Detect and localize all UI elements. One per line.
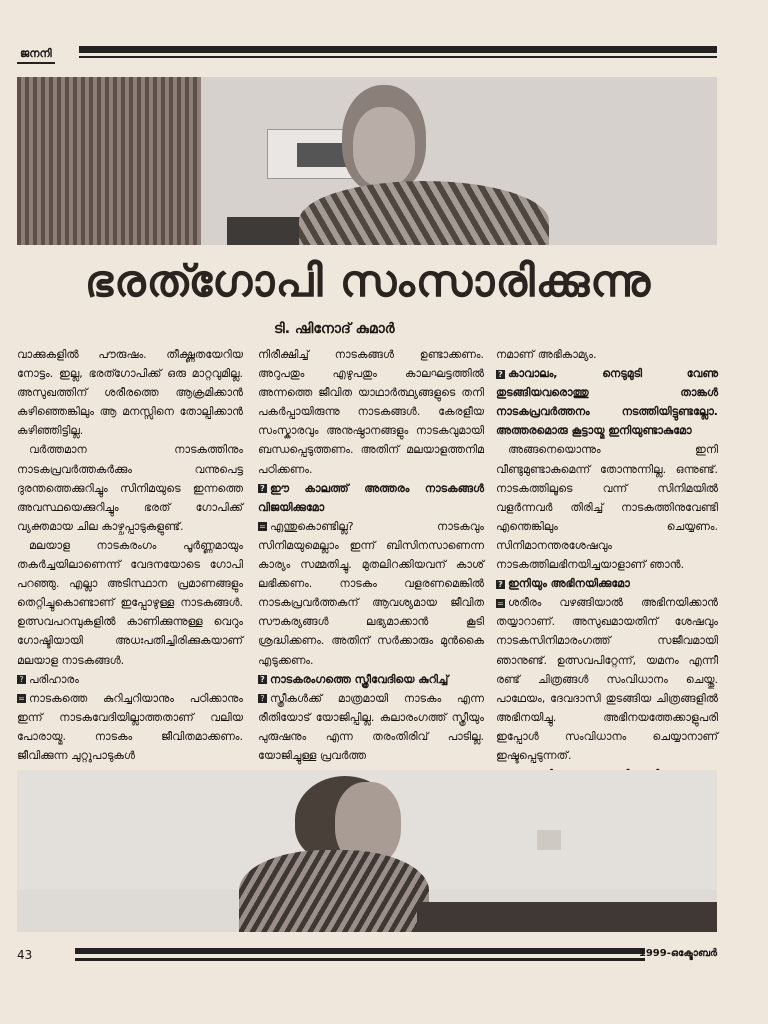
column-3 <box>496 345 718 784</box>
curtain <box>17 77 201 245</box>
desk <box>417 902 717 932</box>
rule-thick <box>79 46 717 53</box>
question-mark-icon: ? <box>496 370 505 379</box>
issue-date: 1999-ഒക്ടോബർ <box>638 948 717 959</box>
question-mark-icon: ? <box>17 675 26 684</box>
question-mark-icon: ? <box>258 484 267 493</box>
paragraph: മലയാള നാടകരംഗം പൂർണ്ണമായും തകർച്ചയിലാണെന്ന് വേദനയോടെ ഗോപി പറഞ്ഞു. എല്ലാ അടിസ്ഥാന പ്രമാണങ്ങളും തെറ്റിച്ചുകൊണ്ടാണ് ഇപ്പോഴുള്ള നാടകങ്ങൾ. ഉത്സവപറമ്പുകളിൽ കാണിക്കുന്നുള്ള വെറും ഗോഷ്ടിയായി അധഃപതിച്ചിരിക്കുകയാണ് മലയാള നാടകങ്ങൾ. <box>17 538 243 667</box>
magazine-logo: ജനനി <box>17 46 55 64</box>
paragraph: നമാണ് അഭികാമ്യം. <box>496 348 597 361</box>
portrait-shirt <box>239 850 429 932</box>
answer-mark-icon: = <box>18 694 25 704</box>
photo-top <box>17 77 717 245</box>
answer-mark-icon: = <box>497 598 504 608</box>
question: ? നാടകരംഗത്തെ സ്ത്രീവേദിയെ കുറിച്ച് <box>258 670 484 689</box>
question-mark-icon: ? <box>496 580 505 589</box>
rule-thick <box>75 948 645 954</box>
portrait-shirt <box>299 181 549 245</box>
paragraph: നിരീക്ഷിച്ച് നാടകങ്ങൾ ഉണ്ടാക്കണം. അറുപതും എഴുപതും കാലഘട്ടത്തിൽ അന്നത്തെ ജീവിത യാഥാർത്ഥ്യങ്ങളുടെ തനി പകർപ്പായിരുന്നു നാടകങ്ങൾ. കേരളീയ സംസ്കാരവും അനുഷ്ഠാനങ്ങളും നാടകവുമായി ബന്ധപ്പെടുത്തണം. അതിന് മലയാളത്തനിമ പഠിക്കണം. <box>258 348 484 476</box>
rule-thin <box>75 958 645 961</box>
footer-bar <box>17 946 717 966</box>
question-mark-icon: ? <box>258 675 267 684</box>
wall-switch <box>537 830 561 850</box>
question: ? ഈ കാലത്ത് അത്തരം നാടകങ്ങൾ വിജയിക്കുമോ <box>258 481 484 514</box>
paragraph: വർത്തമാന നാടകത്തിനും നാടകപ്രവർത്തകർക്കും വന്നുപെട്ട ദുരന്തത്തെക്കുറിച്ചും സിനിമയുടെ ഇന്നത്തെ അവസ്ഥയെക്കുറിച്ചും ഭരത് ഗോപിക്ക് വ്യക്തമായ ചില കാഴ്ചപ്പാടുകളുണ്ട്. <box>17 443 243 533</box>
answer-mark-icon: ? <box>258 694 267 703</box>
question: ? പരിഹാരം <box>17 670 243 689</box>
answer: = നാടകത്തെ കുറിച്ചറിയാനും പഠിക്കാനും ഇന്ന് നാടകവേദിയില്ലാത്തതാണ് വലിയ പോരായ്മ. നാടകം ജീവിതമാക്കണം. ജീവിക്കുന്ന ചുറ്റുപാടുകൾ <box>17 691 243 762</box>
article-byline: ടി. ഷിനോദ് കുമാർ <box>274 321 395 337</box>
masthead-bar <box>17 46 717 62</box>
rule-thin <box>79 56 717 58</box>
answer: = ശരീരം വഴങ്ങിയാൽ അഭിനയിക്കാൻ തയ്യാറാണ്. അസുഖമായതിന് ശേഷവും നാടകസിനിമാരംഗത്ത് സജീവമായി ഞാനുണ്ട്. ഉത്സവപിറ്റേന്ന്, യമനം എന്നീ രണ്ട് ചിത്രങ്ങൾ സംവിധാനം ചെയ്തു. പാഥേയം, ദേവദാസി തുടങ്ങിയ ചിത്രങ്ങളിൽ അഭിനയിച്ചു. അഭിനയത്തേക്കാളുപരി ഇപ്പോൾ സംവിധാനം ചെയ്യാനാണ് ഇഷ്ടപ്പെടുന്നത്. <box>496 596 718 762</box>
question: ? ഇനിയും അഭിനയിക്കുമോ <box>496 574 718 593</box>
paragraph: വാക്കുകളിൽ പൗരുഷം. തീക്ഷ്ണതയേറിയ നോട്ടം. ഇല്ല, ഭരത്ഗോപിക്ക് ഒരു മാറ്റവുമില്ല. അസുഖത്തിന് ശരീരത്തെ ആക്രമിക്കാൻ കഴിഞ്ഞെങ്കിലും ആ മനസ്സിനെ തോല്പിക്കാൻ കഴിഞ്ഞിട്ടില്ല. <box>17 348 243 438</box>
column-2 <box>258 345 484 765</box>
column-1 <box>17 345 243 765</box>
question: ? കാവാലം, നെടുമുടി വേണു തുടങ്ങിയവരൊത്തു താങ്കൾ നാടകപ്രവർത്തനം നടത്തിയിട്ടുണ്ടല്ലോ. അത്തരമൊരു കൂട്ടായ്മ ഇനിയുണ്ടാകുമോ <box>496 367 718 438</box>
article-title: ഭരത്ഗോപി സംസാരിക്കുന്നു <box>84 256 652 307</box>
portrait-face <box>353 107 415 187</box>
answer: ? സ്ത്രീകൾക്ക് മാത്രമായി നാടകം എന്ന രീതിയോട് യോജിപ്പില്ല. കലാരംഗത്ത് സ്ത്രീയും പുരുഷനും എന്ന തരംതിരിവ് പാടില്ല. യോജിച്ചുള്ള പ്രവർത്ത <box>258 691 484 762</box>
answer: അങ്ങനെയൊന്നും ഇനി വീണ്ടുമുണ്ടാകുമെന്ന് തോന്നുന്നില്ല. ഒന്നുണ്ട്. നാടകത്തിലൂടെ വന്ന് സിനിമയിൽ വളർന്നവർ തിരിച്ച് നാടകത്തിനുവേണ്ടി എന്തെങ്കിലും ചെയ്യണം. സിനിമാനന്തരശേഷവും നാടകത്തിലഭിനയിച്ചയാളാണ് ഞാൻ. <box>496 443 718 572</box>
answer-mark-icon: = <box>259 522 266 532</box>
page-number: 43 <box>17 948 33 962</box>
photo-bottom <box>17 770 717 932</box>
answer: = എന്തുകൊണ്ടില്ല? നാടകവും സിനിമയുമെല്ലാം ഇന്ന് ബിസിനസാണെന്ന കാര്യം സമ്മതിച്ചു. മുതലിറക്കിയവന് കാശ് ലഭിക്കണം. നാടകം വളരണമെങ്കിൽ നാടകപ്രവർത്തകന് ആവശ്യമായ ജീവിത സൗകര്യങ്ങൾ ലഭ്യമാക്കാൻ കൂടി ശ്രദ്ധിക്കണം. അതിന് സർക്കാരും മുൻകൈ എടുക്കണം. <box>258 519 484 667</box>
